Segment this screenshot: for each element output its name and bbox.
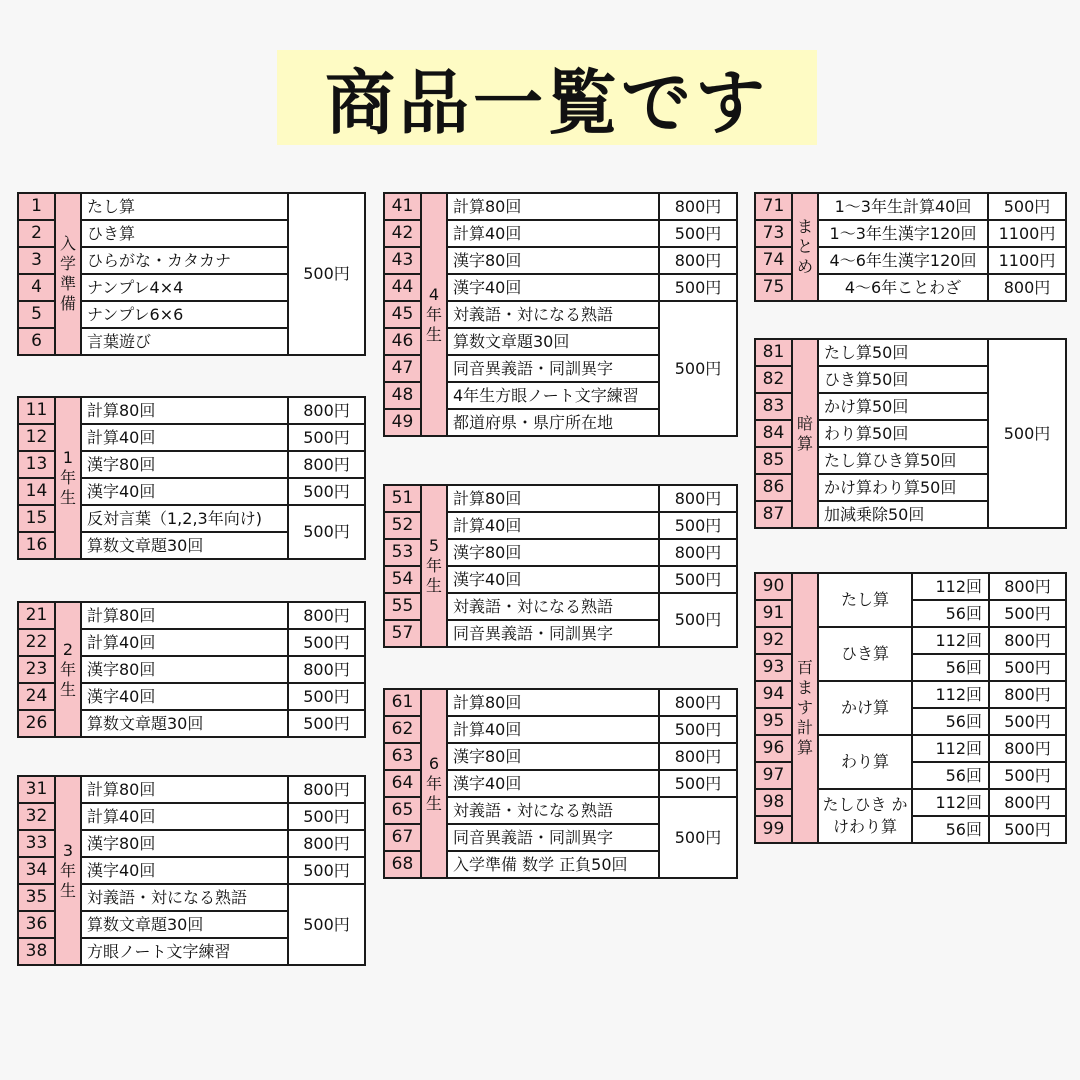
item-name: ナンプレ4×4 (81, 274, 288, 301)
item-number: 26 (18, 710, 55, 737)
table-row (18, 193, 365, 220)
item-number: 31 (18, 776, 55, 803)
item-number: 84 (755, 420, 792, 447)
item-name: 漢字40回 (81, 683, 288, 710)
item-name: 漢字80回 (447, 743, 659, 770)
item-price: 500円 (659, 716, 737, 743)
item-name: 対義語・対になる熟語 (447, 797, 659, 824)
item-price: 800円 (989, 789, 1066, 816)
item-price: 500円 (989, 600, 1066, 627)
item-name: 対義語・対になる熟語 (447, 593, 659, 620)
item-name: ひき算 (81, 220, 288, 247)
item-name: 計算40回 (81, 803, 288, 830)
item-name: ひき算50回 (818, 366, 988, 393)
item-price: 800円 (659, 485, 737, 512)
item-number: 47 (384, 355, 421, 382)
item-name: 漢字80回 (447, 539, 659, 566)
item-price: 800円 (288, 830, 365, 857)
item-price: 500円 (989, 816, 1066, 843)
group-label: 6 年 生 (421, 689, 447, 878)
item-name: 計算40回 (447, 220, 659, 247)
item-count: 56回 (912, 816, 989, 843)
item-name: 計算40回 (81, 424, 288, 451)
item-name: 算数文章題30回 (81, 532, 288, 559)
item-number: 54 (384, 566, 421, 593)
item-number: 44 (384, 274, 421, 301)
item-price: 800円 (659, 689, 737, 716)
item-number: 75 (755, 274, 792, 301)
item-name: 計算40回 (447, 716, 659, 743)
item-name: 漢字40回 (81, 857, 288, 884)
item-name: たしひき かけわり算 (818, 789, 912, 843)
item-name: 同音異義語・同訓異字 (447, 620, 659, 647)
item-name: ひき算 (818, 627, 912, 681)
item-name: 4〜6年生漢字120回 (818, 247, 988, 274)
item-name: 算数文章題30回 (81, 911, 288, 938)
item-name: 同音異義語・同訓異字 (447, 824, 659, 851)
item-name: かけ算50回 (818, 393, 988, 420)
item-number: 4 (18, 274, 55, 301)
item-number: 55 (384, 593, 421, 620)
item-price: 800円 (659, 743, 737, 770)
item-number: 43 (384, 247, 421, 274)
item-name: 計算80回 (81, 397, 288, 424)
item-name: 算数文章題30回 (447, 328, 659, 355)
item-name: 計算80回 (447, 485, 659, 512)
item-name: 計算80回 (81, 602, 288, 629)
item-price: 500円 (659, 770, 737, 797)
table-nen4 (383, 192, 738, 437)
item-name: たし算50回 (818, 339, 988, 366)
item-number: 35 (18, 884, 55, 911)
item-price: 500円 (988, 193, 1066, 220)
item-name: たし算ひき算50回 (818, 447, 988, 474)
table-row (755, 573, 1066, 600)
item-number: 83 (755, 393, 792, 420)
table-anzan (754, 338, 1067, 529)
item-number: 94 (755, 681, 792, 708)
table-matome (754, 192, 1067, 302)
item-price: 500円 (659, 220, 737, 247)
item-number: 49 (384, 409, 421, 436)
item-name: 漢字80回 (81, 830, 288, 857)
item-number: 96 (755, 735, 792, 762)
item-number: 86 (755, 474, 792, 501)
item-number: 73 (755, 220, 792, 247)
item-name: 計算80回 (447, 193, 659, 220)
item-number: 92 (755, 627, 792, 654)
item-name: 漢字80回 (447, 247, 659, 274)
item-number: 81 (755, 339, 792, 366)
item-count: 56回 (912, 762, 989, 789)
item-number: 38 (18, 938, 55, 965)
group-label: 4 年 生 (421, 193, 447, 436)
item-name: かけ算わり算50回 (818, 474, 988, 501)
item-number: 71 (755, 193, 792, 220)
item-number: 68 (384, 851, 421, 878)
item-price: 500円 (659, 797, 737, 878)
item-number: 97 (755, 762, 792, 789)
item-price: 500円 (659, 512, 737, 539)
item-number: 41 (384, 193, 421, 220)
item-price: 500円 (659, 566, 737, 593)
item-count: 112回 (912, 735, 989, 762)
item-name: 算数文章題30回 (81, 710, 288, 737)
item-number: 82 (755, 366, 792, 393)
item-number: 62 (384, 716, 421, 743)
item-price: 500円 (288, 478, 365, 505)
table-row (755, 193, 1066, 220)
item-name: 都道府県・県庁所在地 (447, 409, 659, 436)
group-label: 入 学 準 備 (55, 193, 81, 355)
item-name: 漢字40回 (447, 770, 659, 797)
item-count: 56回 (912, 600, 989, 627)
item-number: 64 (384, 770, 421, 797)
item-number: 57 (384, 620, 421, 647)
item-number: 52 (384, 512, 421, 539)
item-price: 500円 (659, 301, 737, 436)
item-price: 800円 (659, 247, 737, 274)
item-count: 112回 (912, 789, 989, 816)
group-label: 5 年 生 (421, 485, 447, 647)
item-price: 500円 (659, 593, 737, 647)
item-name: 漢字80回 (81, 656, 288, 683)
item-name: 1〜3年生計算40回 (818, 193, 988, 220)
table-row (384, 193, 737, 220)
item-price: 800円 (288, 397, 365, 424)
item-price: 800円 (989, 681, 1066, 708)
item-price: 500円 (288, 193, 365, 355)
item-price: 800円 (989, 735, 1066, 762)
item-number: 22 (18, 629, 55, 656)
item-number: 45 (384, 301, 421, 328)
item-name: 1〜3年生漢字120回 (818, 220, 988, 247)
table-row (755, 339, 1066, 366)
item-name: 計算40回 (447, 512, 659, 539)
item-number: 63 (384, 743, 421, 770)
item-number: 3 (18, 247, 55, 274)
item-name: 計算80回 (447, 689, 659, 716)
item-number: 91 (755, 600, 792, 627)
item-number: 5 (18, 301, 55, 328)
group-label: 2 年 生 (55, 602, 81, 737)
item-count: 56回 (912, 708, 989, 735)
item-price: 500円 (659, 274, 737, 301)
item-number: 33 (18, 830, 55, 857)
item-number: 16 (18, 532, 55, 559)
item-price: 1100円 (988, 220, 1066, 247)
table-nen2 (17, 601, 366, 738)
table-hyakumasu (754, 572, 1067, 844)
table-row (18, 397, 365, 424)
item-price: 800円 (988, 274, 1066, 301)
item-price: 800円 (989, 627, 1066, 654)
group-label: 暗 算 (792, 339, 818, 528)
item-name: 言葉遊び (81, 328, 288, 355)
item-number: 32 (18, 803, 55, 830)
item-price: 500円 (988, 339, 1066, 528)
item-price: 500円 (989, 762, 1066, 789)
item-price: 500円 (989, 708, 1066, 735)
item-name: たし算 (81, 193, 288, 220)
item-number: 87 (755, 501, 792, 528)
item-name: 漢字80回 (81, 451, 288, 478)
item-number: 14 (18, 478, 55, 505)
item-price: 500円 (288, 884, 365, 965)
item-name: 漢字40回 (447, 274, 659, 301)
item-number: 13 (18, 451, 55, 478)
item-number: 85 (755, 447, 792, 474)
item-number: 12 (18, 424, 55, 451)
item-name: 同音異義語・同訓異字 (447, 355, 659, 382)
table-row (384, 689, 737, 716)
item-name: わり算 (818, 735, 912, 789)
item-number: 67 (384, 824, 421, 851)
item-number: 51 (384, 485, 421, 512)
item-number: 93 (755, 654, 792, 681)
item-price: 800円 (659, 539, 737, 566)
item-count: 112回 (912, 681, 989, 708)
item-name: かけ算 (818, 681, 912, 735)
item-number: 15 (18, 505, 55, 532)
item-number: 36 (18, 911, 55, 938)
item-price: 800円 (288, 656, 365, 683)
table-nen1 (17, 396, 366, 560)
item-price: 500円 (288, 683, 365, 710)
item-name: 入学準備 数学 正負50回 (447, 851, 659, 878)
item-count: 112回 (912, 573, 989, 600)
item-name: 反対言葉（1,2,3年向け) (81, 505, 288, 532)
item-name: 方眼ノート文字練習 (81, 938, 288, 965)
item-number: 34 (18, 857, 55, 884)
item-price: 500円 (288, 424, 365, 451)
group-label: ま と め (792, 193, 818, 301)
item-number: 2 (18, 220, 55, 247)
item-number: 48 (384, 382, 421, 409)
item-name: 加減乗除50回 (818, 501, 988, 528)
item-number: 21 (18, 602, 55, 629)
item-price: 500円 (288, 629, 365, 656)
item-name: 4〜6年ことわざ (818, 274, 988, 301)
group-label: 3 年 生 (55, 776, 81, 965)
group-label: 百 ま す 計 算 (792, 573, 818, 843)
item-name: 漢字40回 (81, 478, 288, 505)
item-price: 500円 (288, 803, 365, 830)
item-name: 対義語・対になる熟語 (447, 301, 659, 328)
item-name: ひらがな・カタカナ (81, 247, 288, 274)
item-name: 4年生方眼ノート文字練習 (447, 382, 659, 409)
table-nen6 (383, 688, 738, 879)
item-price: 1100円 (988, 247, 1066, 274)
item-number: 99 (755, 816, 792, 843)
item-number: 24 (18, 683, 55, 710)
item-count: 56回 (912, 654, 989, 681)
table-row (18, 602, 365, 629)
item-number: 61 (384, 689, 421, 716)
item-price: 800円 (989, 573, 1066, 600)
item-number: 6 (18, 328, 55, 355)
item-number: 23 (18, 656, 55, 683)
item-price: 500円 (288, 505, 365, 559)
item-name: 漢字40回 (447, 566, 659, 593)
item-price: 800円 (288, 776, 365, 803)
item-name: たし算 (818, 573, 912, 627)
item-number: 1 (18, 193, 55, 220)
table-nyugaku (17, 192, 366, 356)
table-nen3 (17, 775, 366, 966)
item-name: 計算40回 (81, 629, 288, 656)
item-number: 98 (755, 789, 792, 816)
item-price: 800円 (288, 602, 365, 629)
item-price: 500円 (288, 857, 365, 884)
item-name: わり算50回 (818, 420, 988, 447)
item-number: 65 (384, 797, 421, 824)
item-name: 対義語・対になる熟語 (81, 884, 288, 911)
item-number: 11 (18, 397, 55, 424)
item-number: 74 (755, 247, 792, 274)
item-number: 95 (755, 708, 792, 735)
table-row (18, 776, 365, 803)
item-name: ナンプレ6×6 (81, 301, 288, 328)
table-row (384, 485, 737, 512)
item-price: 500円 (288, 710, 365, 737)
item-number: 53 (384, 539, 421, 566)
item-number: 42 (384, 220, 421, 247)
item-count: 112回 (912, 627, 989, 654)
item-price: 800円 (659, 193, 737, 220)
item-price: 500円 (989, 654, 1066, 681)
item-number: 90 (755, 573, 792, 600)
table-nen5 (383, 484, 738, 648)
page-title: 商品一覧です (277, 50, 817, 145)
group-label: 1 年 生 (55, 397, 81, 559)
item-name: 計算80回 (81, 776, 288, 803)
item-number: 46 (384, 328, 421, 355)
item-price: 800円 (288, 451, 365, 478)
